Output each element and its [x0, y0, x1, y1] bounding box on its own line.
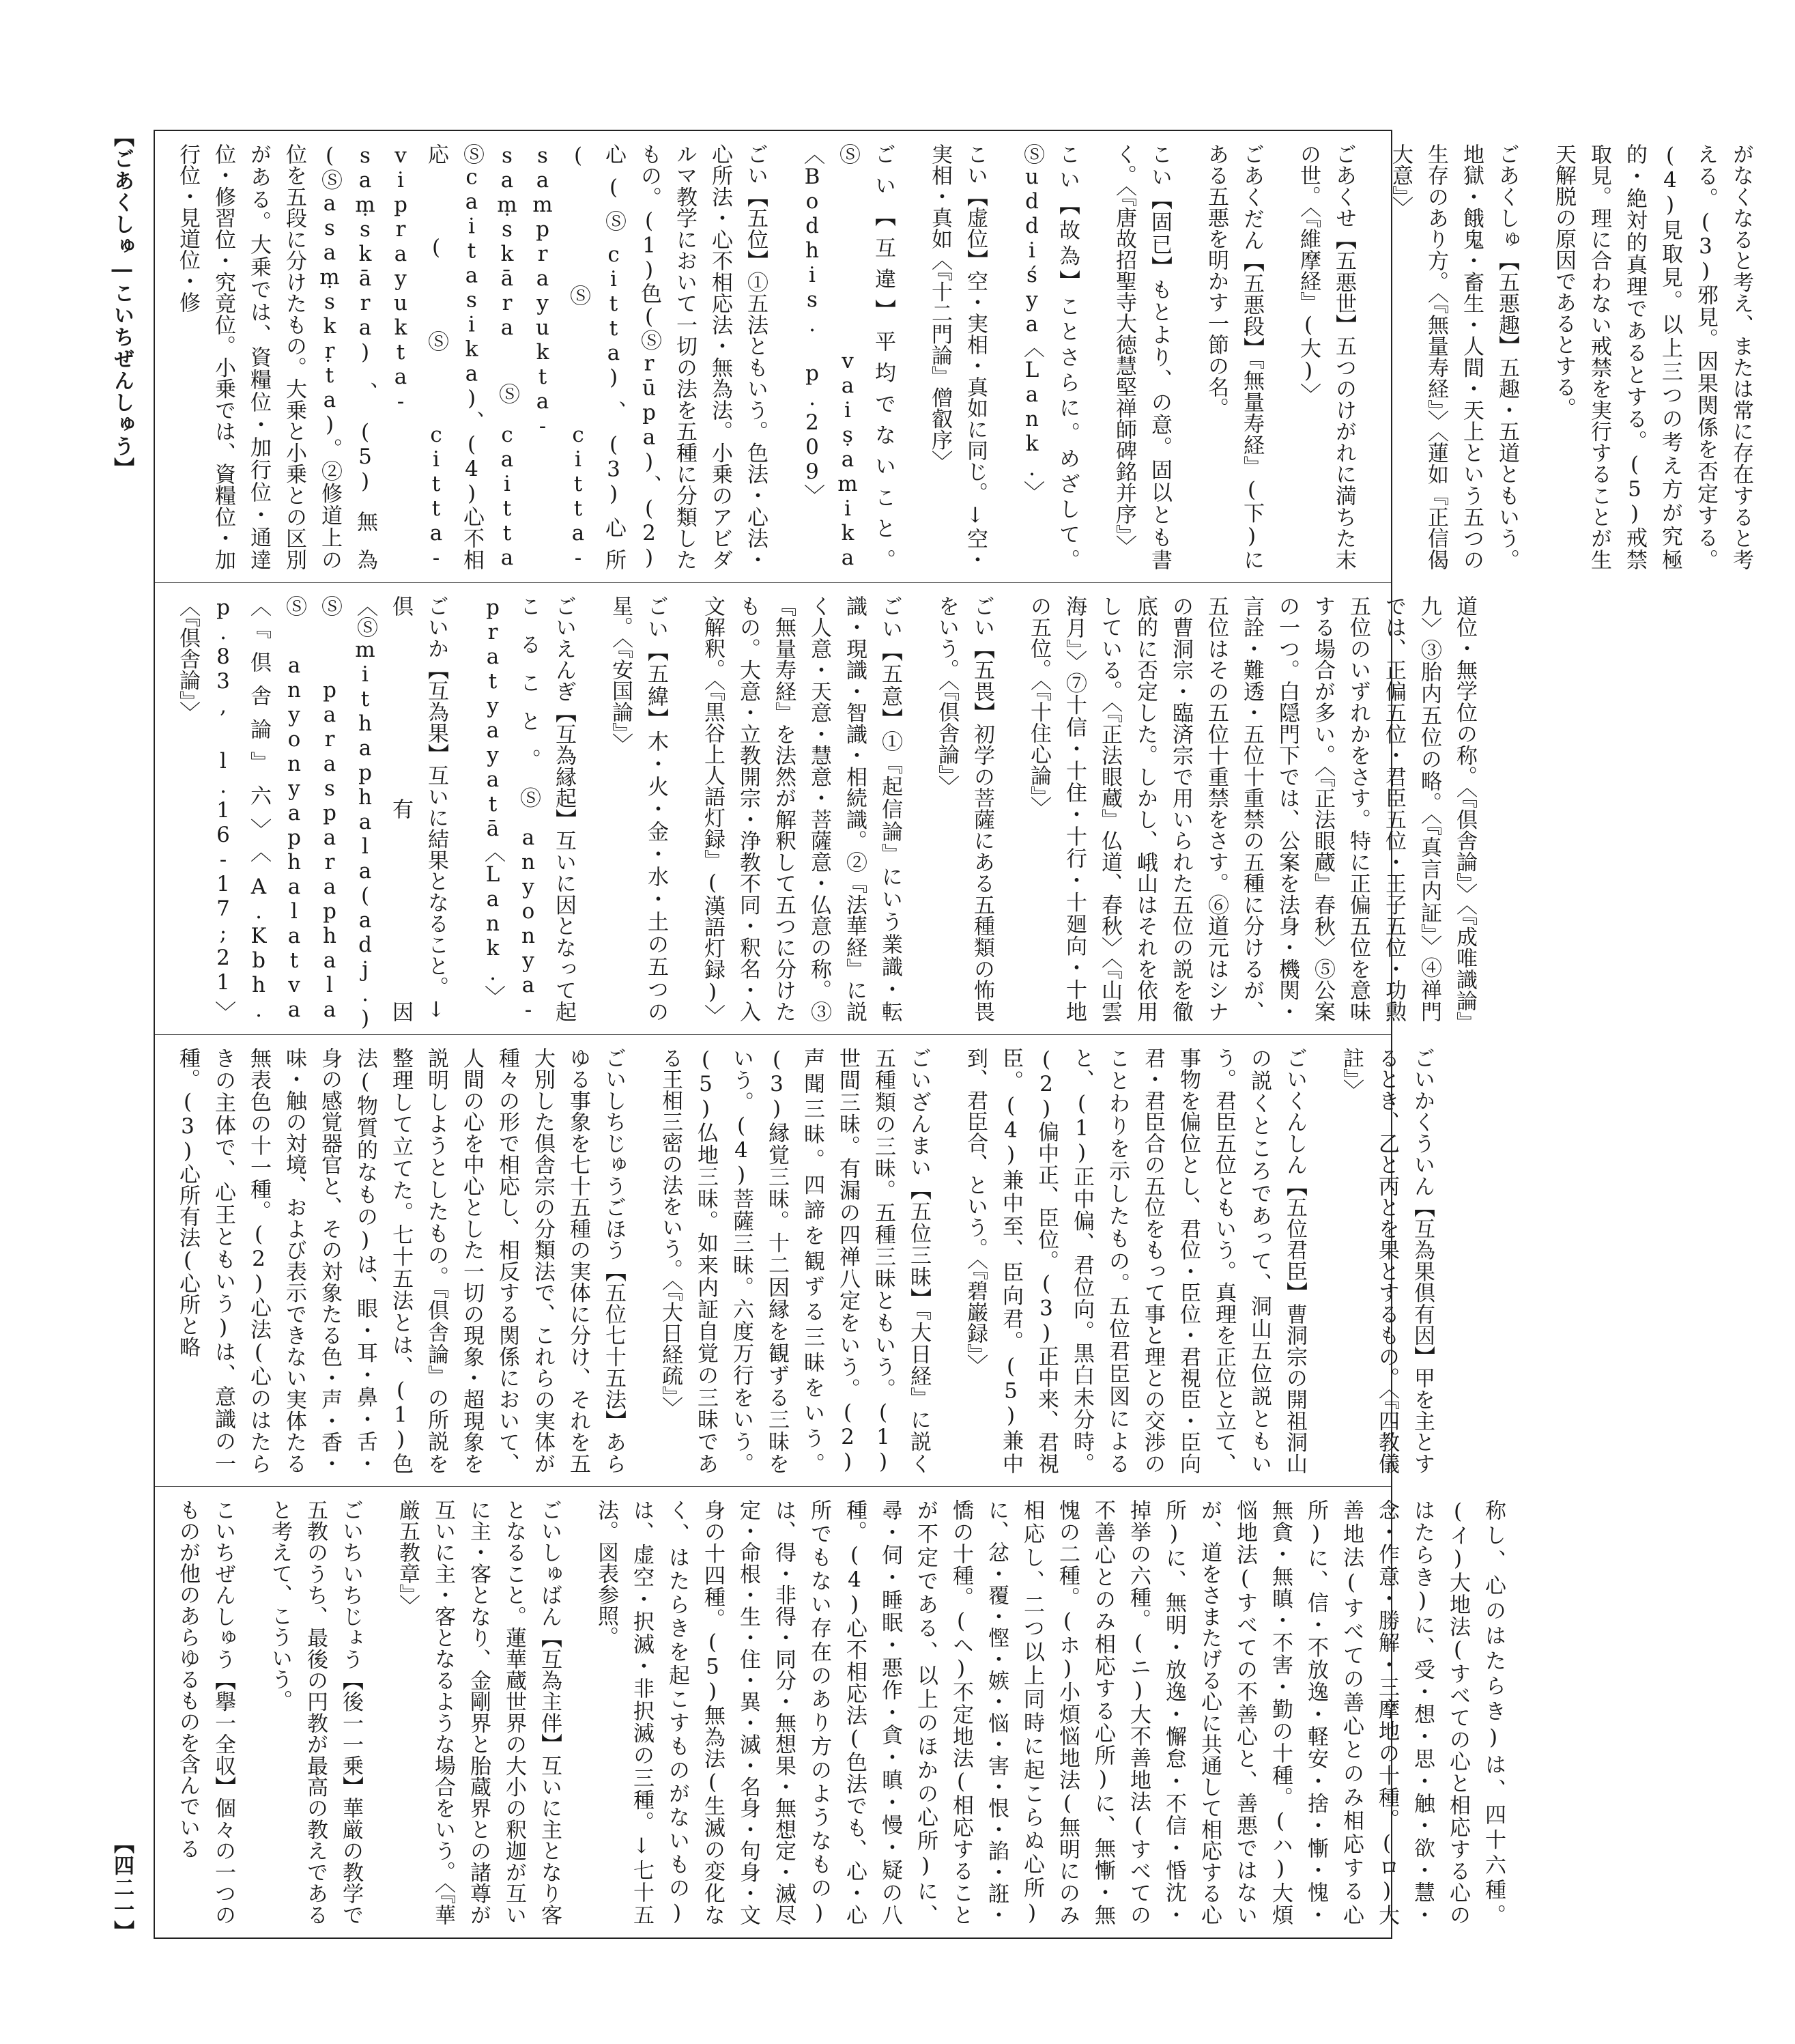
entry: ごい【五畏】初学の菩薩にある五種類の怖畏をいう。〈『倶舎論』〉 [934, 595, 994, 1023]
entry: ごいざんまい【五位三昧】『大日経』に説く五種類の三昧。五種三昧ともいう。(1)世間三昧。有漏の四禅八定をいう。(2)声聞三昧。四諦を観ずる三昧をいう。(3)縁覚三昧。十二因縁を観ずる三昧をいう。(4)菩薩三昧。六度万行をいう。(5)仏地三昧。如来内証自覚の三昧である王相三密の法をいう。〈『大日経疏』〉 [658, 1047, 931, 1474]
entry: 称し、心のはたらき)は、四十六種。(イ)大地法(すべての心と相応する心のはたらき)に、受・想・思・触・欲・慧・念・作意・勝解・三摩地の十種。(ロ)大善地法(すべての善心とのみ相応する心所)に、信・不放逸・軽安・捨・慚・愧・無貪・無瞋・不害・勤の十種。(ハ)大煩悩地法(すべての不善心と、善悪ではないが、道をさまたげる心に共通して相応する心所)に、無明・放逸・懈怠・不信・惛沈・掉挙の六種。(ニ)大不善地法(すべての不善心とのみ相応する心所)に、無慚・無愧の二種。(ホ)小煩悩地法(無明にのみ相応し、二つ以上同時に起こらぬ心所)に、忿・覆・慳・嫉・悩・害・恨・諂・誑・憍の十種。(ヘ)不定地法(相応することが不定である、以上のほかの心所)に、尋・伺・睡眠・悪作・貪・瞋・慢・疑の八種。(4)心不相応法(色法でも、心・心所でもない存在のあり方のようなもの)は、得・非得・同分・無想果・無想定・滅尽定・命根・生・住・異・滅・名身・句身・文身の十四種。(5)無為法(生滅の変化なく、はたらきを起こすものがないもの)は、虚空・択滅・非択滅の三種。↓七十五法。図表参照。 [594, 1499, 1506, 1925]
entry: ごいか【互為果】互いに結果となること。↓倶有因〈Ⓢmithaphala(adj.) Ⓢparasparaphala Ⓢanyonyaphalatva〈『倶舎論』六〉〈A.Kbh. p.83, l.16-17;21〉〈『倶舎論』〉 [175, 595, 448, 1031]
page-sidebar [102, 126, 141, 1942]
entry: ごあくしゅ【五悪趣】五趣・五道ともいう。地獄・餓鬼・畜生・人間・天上という五つの生存のあり方。〈『無量寿経』〉〈蓮如『正信偈大意』〉 [1388, 143, 1519, 571]
tier-3-body [155, 1035, 1476, 1486]
tier-2 [155, 583, 1477, 1035]
entry: こいちぜんしゅう【擧一全収】個々の一つのものが他のあらゆるものを含んでいる [175, 1499, 235, 1925]
tier-1 [155, 131, 1753, 583]
entry: ごいくんしん【五位君臣】曹洞宗の開祖洞山の説くところであって、洞山五位説ともいう。君臣五位ともいう。真理を正位と立て、事物を偏位とし、君位・臣位・君視臣・臣向君・君臣合の五位をもって事と理との交渉のことわりを示したもの。五位君臣図によると、(1)正中偏、君位向。黒白未分時。(2)偏中正、臣位。(3)正中来、君視臣。(4)兼中至、臣向君。(5)兼中到、君臣合、という。〈『碧巌録』〉 [963, 1047, 1307, 1475]
tier-3 [155, 1035, 1435, 1487]
entry: ごいちいちじょう【後一一乗】華厳の教学で五教のうち、最後の円教が最高の教えであると考えて、こういう。 [268, 1499, 363, 1925]
entry: こい【故為】ことさらに。めざして。Ⓢuddiśya〈Lank.〉 [1020, 143, 1080, 570]
entry: ごい【互違】平均でないこと。Ⓢvaiṣamika〈Bodhis. p.209〉 [800, 143, 895, 570]
text-frame [154, 130, 1753, 1939]
entry: ごいしゅばん【互為主伴】互いに主となり客となること。蓮華蔵世界の大小の釈迦が互いに主・客となり、金剛界と胎蔵界との諸尊が互いに主・客となるような場合をいう。〈『華厳五教章』〉 [395, 1499, 562, 1926]
entry: ごい【五緯】木・火・金・水・土の五つの星。〈『安国論』〉 [608, 595, 668, 1022]
entry: こい【虚位】空・実相・真如に同じ。↓空・実相・真如〈『十二門論』僧叡序〉 [928, 143, 988, 570]
entry: 道位・無学位の称。〈『倶舎論』〉〈『成唯識論』九〉③胎内五位の略。〈『真言内証』〉④禅門では、正偏五位・君臣五位・王子五位・功勲五位のいずれかをさす。特に正偏五位を意味する場合が多い。〈『正法眼蔵』春秋〉⑤公案の一つ。白隠門下では、公案を法身・機関・言詮・難透・五位十重禁の五種に分けるが、五位はその五位十重禁をさす。⑥道元はシナの曹洞宗・臨済宗で用いられた五位の説を徹底的に否定した。しかし、峨山はそれを依用している。〈『正法眼蔵』仏道、春秋〉〈『山雲海月』〉⑦十信・十住・十行・十廻向・十地の五位。〈『十住心論』〉 [1026, 595, 1477, 1023]
entry: ごい【五意】①『起信論』にいう業識・転識・現識・智識・相続識。②『法華経』に説く人意・天意・慧意・菩薩意・仏意の称。③『無量寿経』を法然が解釈して五つに分けたもの。大意・立教開宗・浄教不同・釈名・入文解釈。〈『黒谷上人語灯録』(漢語灯録)〉 [700, 595, 902, 1025]
entry: ごあくだん【五悪段】『無量寿経』(下)にある五悪を明かす一節の名。 [1204, 143, 1264, 570]
entry: ごあくせ【五悪世】五つのけがれに満ちた末の世。〈『維摩経』(大)〉 [1296, 143, 1356, 570]
tier-4-body [155, 1487, 1547, 1937]
entry: ごいしちじゅうごほう【五位七十五法】あらゆる事象を七十五種の実体に分け、それを五大別した倶舎宗の分類法で、これらの実体が種々の形で相応し、相反する関係において、人間の心を中心とした一切の現象・超現象を説明しようとしたもの。『倶舎論』の所説を整理して立てた。七十五法とは、(1)色法(物質的なもの)は、眼・耳・鼻・舌・身の感覚器官と、その対象たる色・声・香・味・触の対境、および表示できない実体たる無表色の十一種。(2)心法(心のはたらきの主体で、心王ともいう)は、意識の一種。(3)心所有法(心所と略 [175, 1047, 626, 1474]
running-header: 【ごあくしゅ―こいちぜんしゅう】 [110, 126, 134, 479]
entry: ごいえんぎ【互為縁起】互いに因となって起こること。Ⓢanyonya-pratyayatā〈Lank.〉 [480, 595, 576, 1022]
entry: ごい【五位】①五法ともいう。色法・心法・心所法・心不相応法・無為法。小乗のアビダルマ教学において一切の法を五種に分類したもの。(1)色(Ⓢrūpa)、(2)心(Ⓢcitta)、(3)心所(Ⓢcitta-samprayukta-saṃskāra Ⓢcaitta Ⓢcaitasika)、(4)心不相応(Ⓢcitta-viprayukta-saṃskāra)、(5)無為(Ⓢasaṃskṛta)。②修道上の位を五段に分けたもの。大乗と小乗との区別がある。大乗では、資糧位・加行位・通達位・修習位・究竟位。小乗では、資糧位・加行位・見道位・修 [175, 143, 768, 570]
entry: がなくなると考え、または常に存在すると考える。(3)邪見。因果関係を否定する。(4)見取見。以上三つの考え方が究極的・絶対的真理であるとする。(5)戒禁取見。理に合わない戒禁を実行することが生天解脱の原因であるとする。 [1551, 143, 1753, 570]
entry: こい【固已】もとより、の意。固以とも書く。〈『唐故招聖寺大徳慧堅禅師碑銘并序』〉 [1112, 143, 1172, 570]
tier-2-body [155, 583, 1519, 1034]
tier-4 [155, 1487, 1506, 1937]
page-number: 【四二一】 [110, 1833, 134, 1942]
tier-1-body [155, 131, 1795, 582]
entry: ごいかくういん【互為果倶有因】甲を主とするとき、乙と丙とを果とするもの。〈『四教儀註』〉 [1339, 1047, 1435, 1475]
